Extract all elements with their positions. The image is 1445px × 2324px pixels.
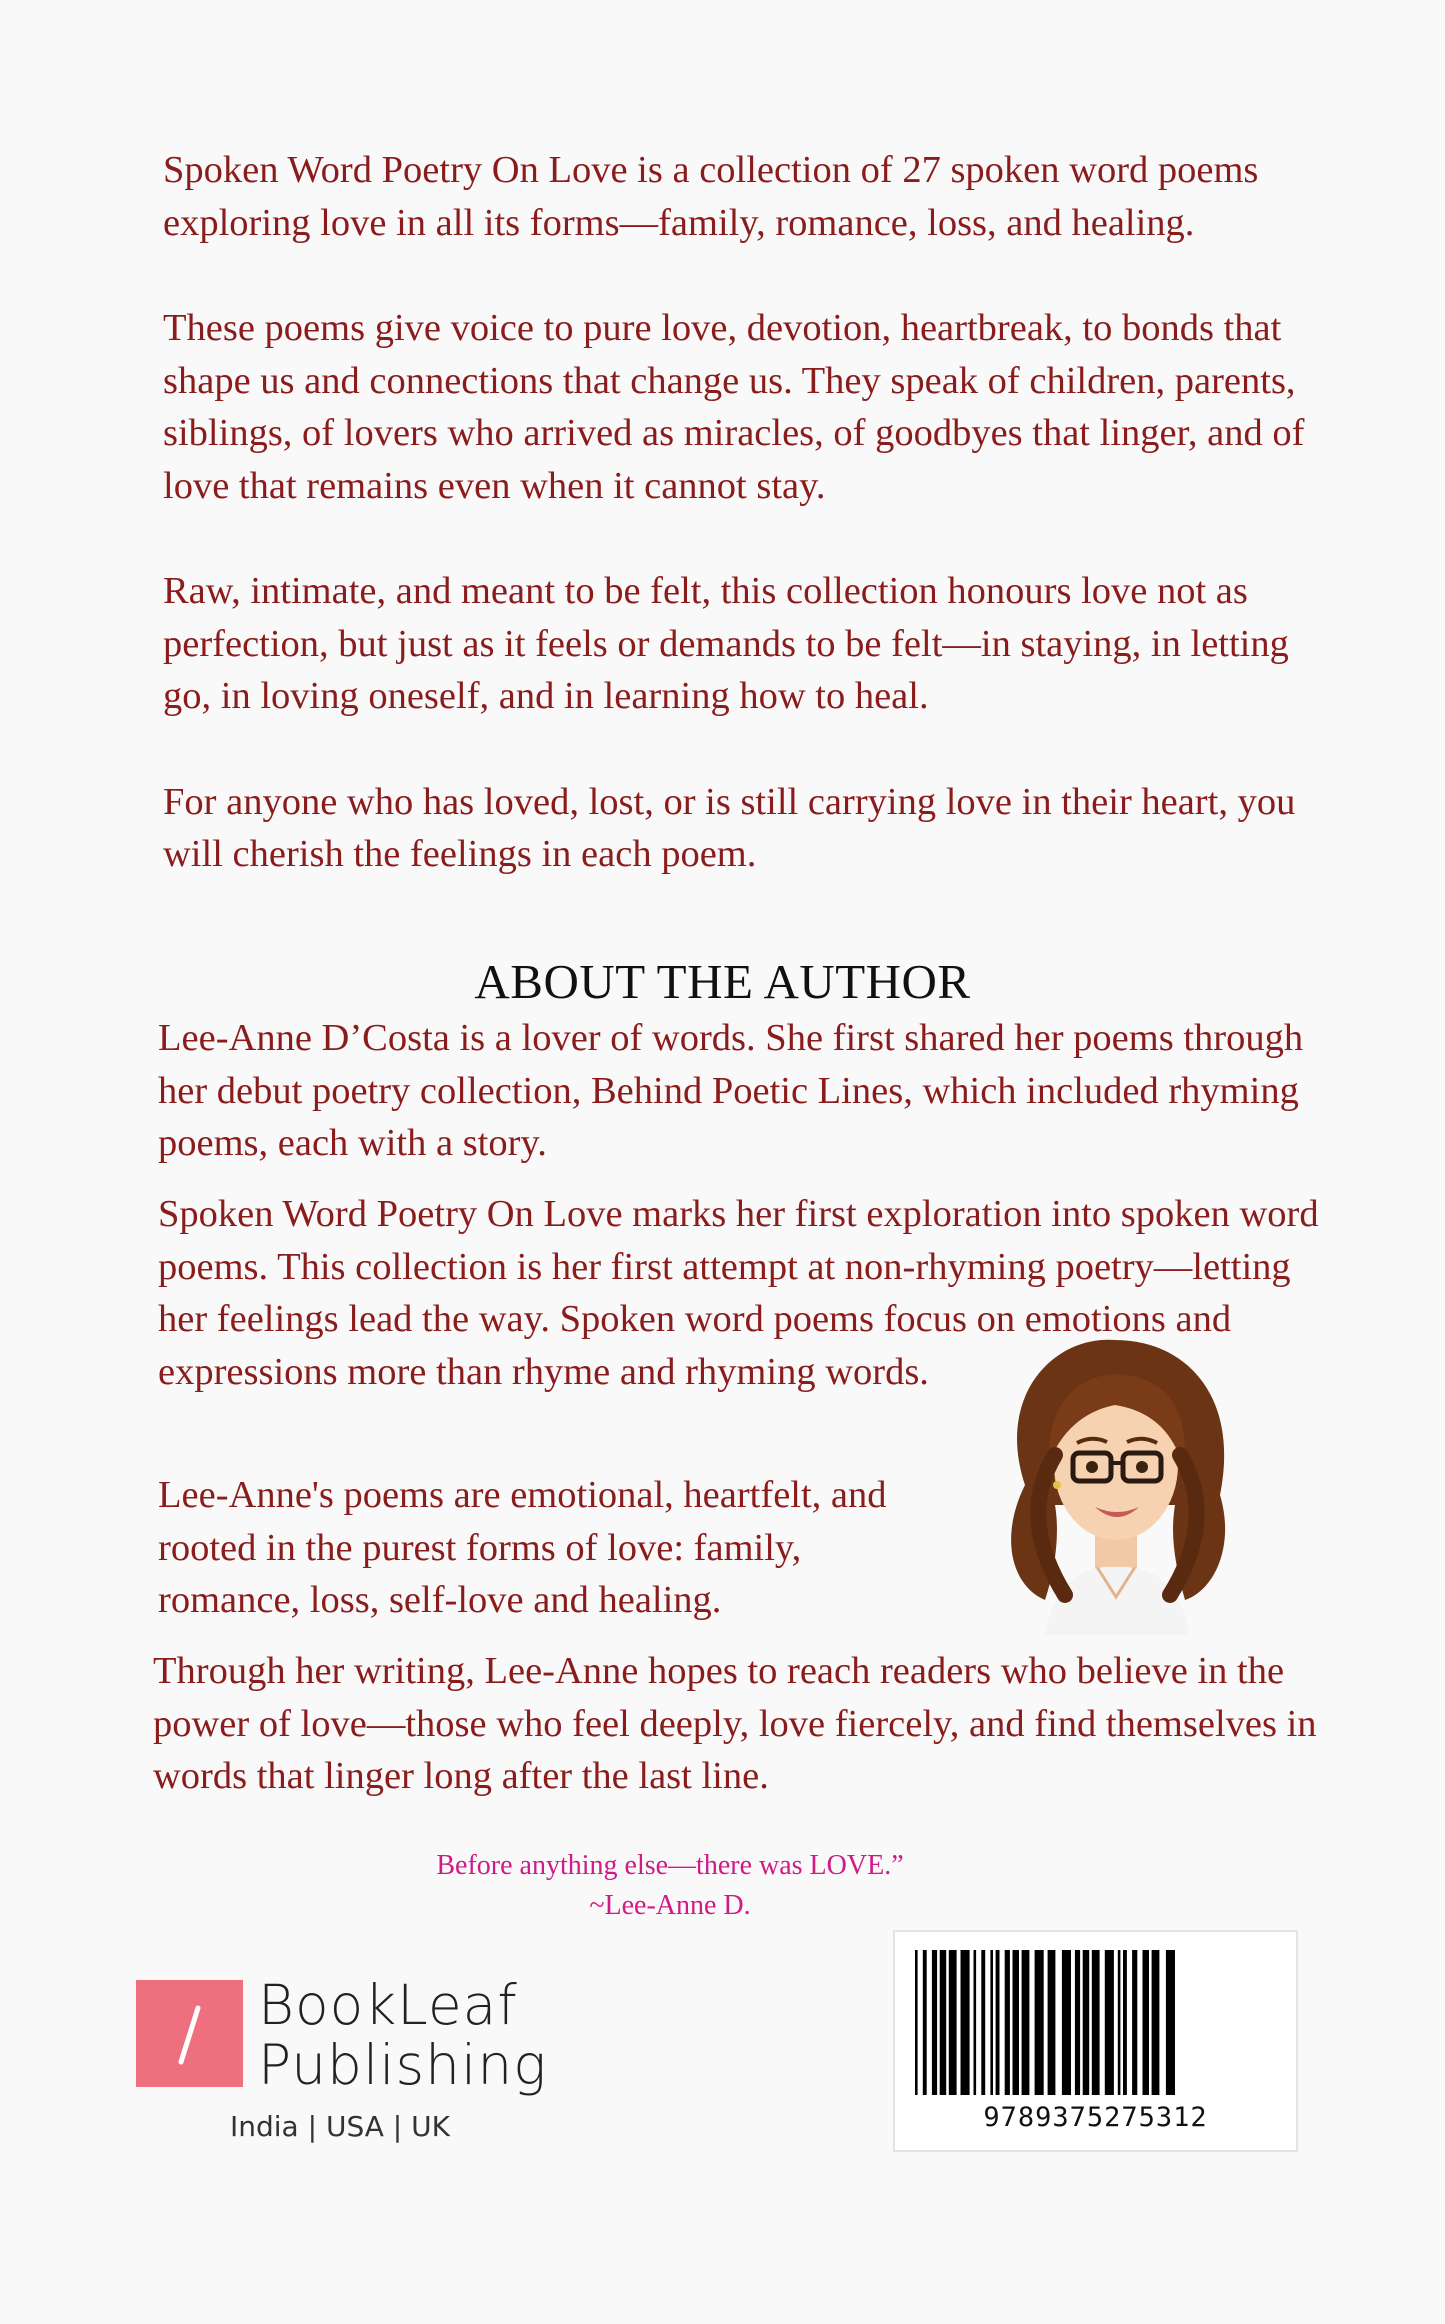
barcode-bar <box>932 1950 937 2095</box>
barcode-bar <box>1152 1950 1160 2095</box>
barcode-bar <box>923 1950 927 2095</box>
barcode-bar <box>981 1950 985 2095</box>
bio-text: Lee-Anne's poems are emotional, heartfelt, and rooted in the purest forms of love: family, romance, loss, self-love and healing. <box>158 1474 887 1621</box>
barcode-bars <box>915 1950 1280 2095</box>
barcode-bar <box>1123 1950 1127 2095</box>
author-bio-paragraph <box>153 1645 1333 1803</box>
barcode-bar <box>1166 1950 1175 2095</box>
publisher-regions: India | USA | UK <box>230 2110 450 2143</box>
barcode-bar <box>1092 1950 1100 2095</box>
barcode-bar <box>1013 1950 1020 2095</box>
barcode-bar <box>1062 1950 1071 2095</box>
barcode-bar <box>1118 1950 1121 2095</box>
barcode-bar <box>949 1950 957 2095</box>
publisher-logo <box>258 1975 547 2095</box>
publisher-name-line2: Publishing <box>258 2033 548 2097</box>
author-bio-paragraph <box>158 1012 1318 1170</box>
author-portrait-illustration <box>985 1335 1245 1635</box>
closing-quote <box>380 1846 960 1926</box>
barcode-bar <box>1075 1950 1080 2095</box>
barcode-bar <box>1022 1950 1030 2095</box>
blurb-paragraph: For anyone who has loved, lost, or is still carrying love in their heart, you will cherish the feelings in each poem. <box>163 780 1296 875</box>
author-portrait <box>985 1335 1245 1635</box>
barcode-bar <box>1143 1950 1150 2095</box>
barcode-bar <box>996 1950 1000 2095</box>
barcode-bar <box>1035 1950 1044 2095</box>
quote-attribution: ~Lee-Anne D. <box>589 1890 751 1921</box>
barcode-bar <box>961 1950 970 2095</box>
isbn-barcode <box>893 1930 1298 2152</box>
bio-text: Spoken Word Poetry On Love marks her first exploration into spoken word poems. This collection is her first attempt at non-rhyming poetry—letting her feelings lead the way. Spoken word poems focus on emotions and expressions more than rhyme and rhyming words. <box>158 1193 1319 1393</box>
publisher-name-line1: BookLeaf <box>258 1973 518 2037</box>
isbn-number: 9789375275312 <box>983 2102 1208 2133</box>
bio-text: Through her writing, Lee-Anne hopes to reach readers who believe in the power of love—those who feel deeply, love fiercely, and find themselves in words that linger long after the last line. <box>153 1650 1317 1797</box>
barcode-bar <box>1048 1950 1056 2095</box>
author-bio-paragraph <box>158 1469 958 1627</box>
blurb-paragraph: These poems give voice to pure love, devotion, heartbreak, to bonds that shape us and connections that change us. They speak of children, parents, siblings, of lovers who arrived as miracles, of goodbyes that linger, and of love that remains even when it cannot stay. <box>163 307 1305 507</box>
blurb-paragraph: Spoken Word Poetry On Love is a collection of 27 spoken word poems exploring love in all its forms—family, romance, loss, and healing. <box>163 149 1259 244</box>
barcode-bar <box>915 1950 918 2095</box>
barcode-bar <box>1083 1950 1090 2095</box>
barcode-bar <box>1005 1950 1010 2095</box>
barcode-bar <box>1105 1950 1114 2095</box>
barcode-bar <box>1132 1950 1137 2095</box>
publisher-logo-icon <box>136 1980 243 2087</box>
bio-text: Lee-Anne D’Costa is a lover of words. She first shared her poems through her debut poetry collection, Behind Poetic Lines, which included rhyming poems, each with a story. <box>158 1017 1304 1164</box>
blurb-paragraph: Raw, intimate, and meant to be felt, this collection honours love not as perfection, but just as it feels or demands to be felt—in staying, in letting go, in loving oneself, and in learning how to heal. <box>163 570 1289 717</box>
barcode-bar <box>940 1950 947 2095</box>
barcode-bar <box>974 1950 977 2095</box>
quote-text: Before anything else—there was LOVE.” <box>436 1850 904 1881</box>
about-author-heading: ABOUT THE AUTHOR <box>474 954 971 1009</box>
barcode-bar <box>990 1950 993 2095</box>
book-blurb <box>163 144 1323 934</box>
